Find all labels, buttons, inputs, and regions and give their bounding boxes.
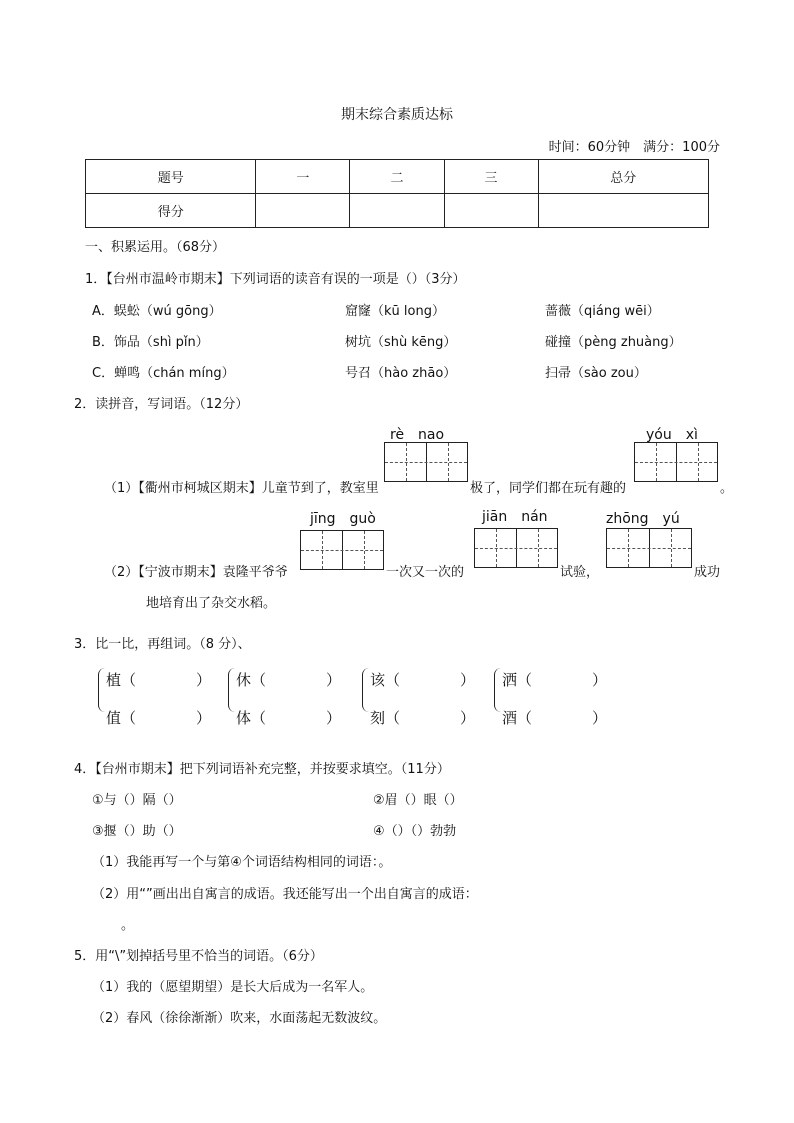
q1-option: 扫帚（sào zou） [545, 366, 647, 381]
q2-line1-c: 。 [720, 481, 734, 496]
idiom-item: ①与（）隔（） [92, 793, 182, 808]
compare-word[interactable]: 刻（ ） [370, 709, 476, 727]
table-cell: 一 [256, 160, 350, 194]
table-cell: 题号 [86, 160, 256, 194]
pinyin-label: zhōng yú [606, 511, 680, 527]
q4-sub-2-end: 。 [121, 918, 135, 933]
table-cell: 得分 [86, 194, 256, 228]
q1-option: A．蜈蚣（wú gōng） [92, 304, 222, 319]
table-row [86, 194, 709, 228]
q1-option: 窟窿（kū long） [345, 304, 445, 319]
idiom-item: ③揠（）助（） [92, 824, 182, 839]
page-title: 期末综合素质达标 [341, 107, 453, 123]
writing-grid[interactable] [474, 528, 558, 568]
compare-word[interactable]: 休（ ） [236, 671, 342, 689]
q2-line2-c: 试验， [560, 565, 600, 580]
idiom-item: ④（）（）勃勃 [373, 824, 457, 839]
question-2-stem: 2．读拼音，写词语。（12分） [74, 397, 249, 412]
brace [362, 668, 369, 712]
exam-meta: 时间：60分钟 满分：100分 [548, 140, 720, 155]
section-heading: 一、积累运用。（68分） [85, 240, 226, 255]
q2-line3: 地培育出了杂交水稻。 [146, 596, 277, 611]
table-cell: 二 [350, 160, 444, 194]
score-table [85, 159, 709, 228]
q1-option: B．饰品（shì pǐn） [92, 335, 209, 350]
q2-line2-b: 一次又一次的 [386, 565, 465, 580]
table-row [86, 160, 709, 194]
question-3-stem: 3．比一比，再组词。（8 分）、 [74, 637, 251, 652]
writing-grid[interactable] [300, 530, 384, 570]
compare-word[interactable]: 该（ ） [370, 671, 476, 689]
q4-sub-2: （2）用“”画出出自寓言的成语。我还能写出一个出自寓言的成语： [92, 887, 478, 902]
score-input-cell[interactable] [350, 194, 444, 228]
q5-sub-2: （2）春风（徐徐渐渐）吹来，水面荡起无数波纹。 [92, 1011, 387, 1026]
question-4-stem: 4．【台州市期末】把下列词语补充完整，并按要求填空。（11分） [74, 762, 450, 777]
score-input-cell[interactable] [538, 194, 708, 228]
compare-word[interactable]: 值（ ） [106, 709, 212, 727]
pinyin-label: jiān nán [482, 509, 548, 525]
score-input-cell[interactable] [444, 194, 538, 228]
idiom-item: ②眉（）眼（） [373, 793, 463, 808]
pinyin-label: jīng guò [310, 511, 376, 527]
pinyin-label: rè nao [390, 427, 445, 443]
q1-option: 碰撞（pèng zhuàng） [545, 335, 682, 350]
compare-word[interactable]: 洒（ ） [502, 671, 608, 689]
question-5-stem: 5．用“\”划掉括号里不恰当的词语。（6分） [74, 949, 323, 964]
brace [494, 668, 501, 712]
brace [98, 668, 105, 712]
q4-sub-1: （1）我能再写一个与第④个词语结构相同的词语：。 [92, 855, 392, 870]
writing-grid[interactable] [634, 442, 718, 482]
brace [228, 668, 235, 712]
q1-option: C．蝉鸣（chán míng） [92, 366, 235, 381]
q1-option: 号召（hào zhāo） [345, 366, 457, 381]
q5-sub-1: （1）我的（愿望期望）是长大后成为一名军人。 [92, 980, 374, 995]
compare-word[interactable]: 体（ ） [236, 709, 342, 727]
table-cell: 总分 [538, 160, 708, 194]
q2-line1-a: （1）【衢州市柯城区期末】儿童节到了，教室里 [104, 481, 379, 496]
q2-line2-d: 成功 [694, 565, 721, 580]
question-1-stem: 1．【台州市温岭市期末】下列词语的读音有误的一项是（）（3分） [85, 272, 466, 287]
writing-grid[interactable] [606, 528, 692, 568]
table-cell: 三 [444, 160, 538, 194]
compare-word[interactable]: 植（ ） [106, 671, 212, 689]
score-input-cell[interactable] [256, 194, 350, 228]
pinyin-label: yóu xì [646, 427, 698, 443]
q1-option: 蔷薇（qiáng wēi） [545, 304, 660, 319]
q2-line2-a: （2）【宁波市期末】袁隆平爷爷 [104, 565, 288, 580]
q1-option: 树坑（shù kēng） [345, 335, 457, 350]
writing-grid[interactable] [384, 442, 468, 482]
q2-line1-b: 极了，同学们都在玩有趣的 [470, 481, 627, 496]
compare-word[interactable]: 酒（ ） [502, 709, 608, 727]
